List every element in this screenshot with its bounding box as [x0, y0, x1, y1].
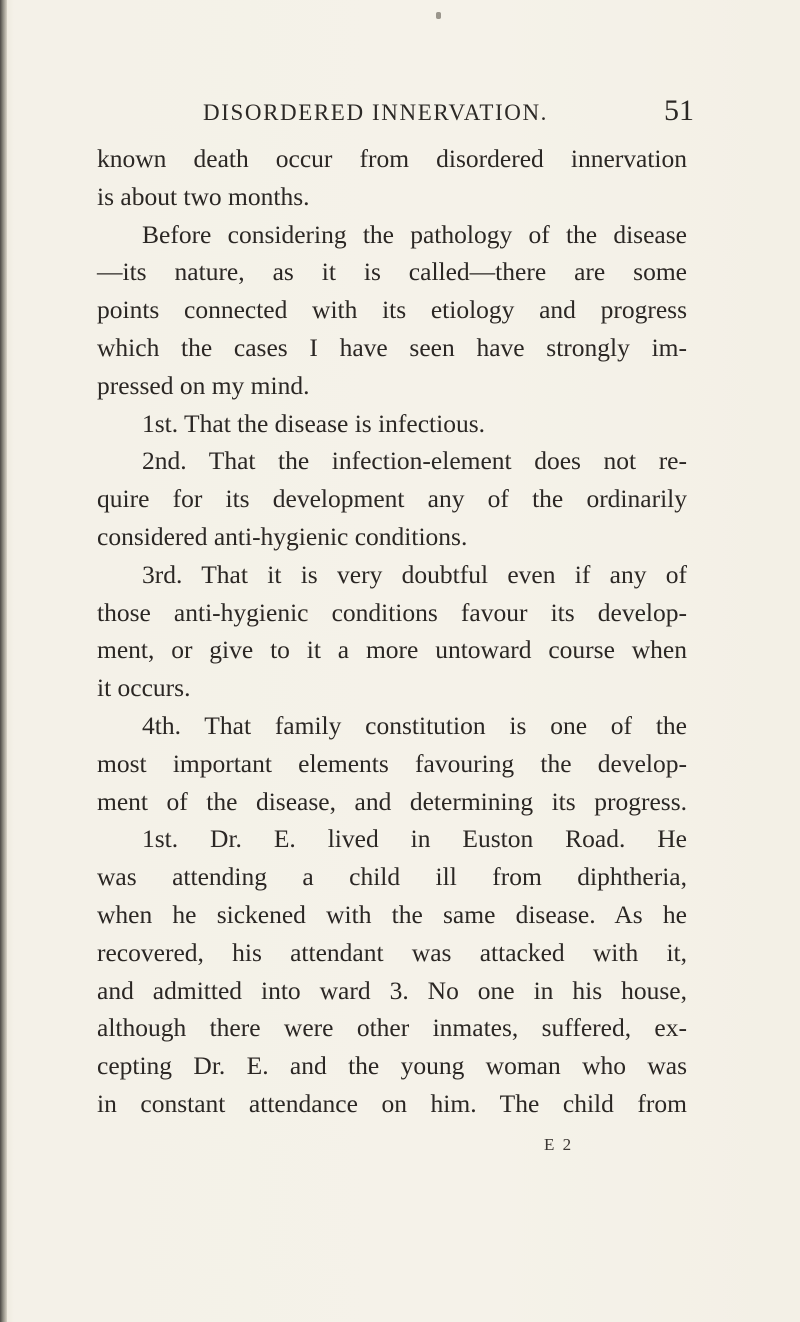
text-line: and admitted into ward 3. No one in his house, — [97, 975, 687, 1005]
text-line: known death occur from disordered innervation — [97, 144, 687, 173]
text-line: is about two months. — [97, 181, 310, 211]
text-line: 3rd. That it is very doubtful even if any of — [142, 559, 687, 589]
ink-mark — [436, 12, 441, 19]
text-line: 2nd. That the infection-element does not re- — [142, 446, 687, 476]
text-line: those anti-hygienic conditions favour its develop- — [97, 597, 687, 627]
text-line: most important elements favouring the develop- — [97, 748, 687, 778]
page-header — [0, 92, 800, 142]
body-text — [97, 140, 687, 1123]
text-line: ment of the disease, and determining its progress. — [97, 786, 687, 816]
text-line: when he sickened with the same disease. As he — [97, 899, 687, 929]
text-line: considered anti-hygienic conditions. — [97, 521, 468, 551]
text-line: ment, or give to it a more untoward course when — [97, 635, 687, 665]
text-line: cepting Dr. E. and the young woman who was — [97, 1051, 687, 1081]
text-line: was attending a child ill from diphtheria, — [97, 862, 687, 892]
text-line: in constant attendance on him. The child from — [97, 1088, 687, 1118]
text-line: which the cases I have seen have strongly im- — [97, 332, 687, 362]
text-line: 4th. That family constitution is one of the — [142, 710, 687, 740]
running-title: DISORDERED INNERVATION. — [203, 100, 549, 125]
page-binding-edge — [0, 0, 7, 1322]
page-number: 51 — [664, 94, 694, 127]
text-line: —its nature, as it is called—there are some — [97, 257, 687, 287]
printer-signature: E 2 — [544, 1135, 574, 1154]
text-line: Before considering the pathology of the disease — [142, 219, 687, 249]
text-line: 1st. Dr. E. lived in Euston Road. He — [142, 824, 687, 854]
text-line: it occurs. — [97, 673, 191, 703]
text-line: quire for its development any of the ordinarily — [97, 484, 687, 514]
text-line: recovered, his attendant was attacked with it, — [97, 937, 687, 967]
text-line: points connected with its etiology and progress — [97, 295, 687, 325]
text-line: although there were other inmates, suffered, ex- — [97, 1013, 687, 1043]
text-line: pressed on my mind. — [97, 370, 310, 400]
text-line: 1st. That the disease is infectious. — [142, 408, 486, 438]
